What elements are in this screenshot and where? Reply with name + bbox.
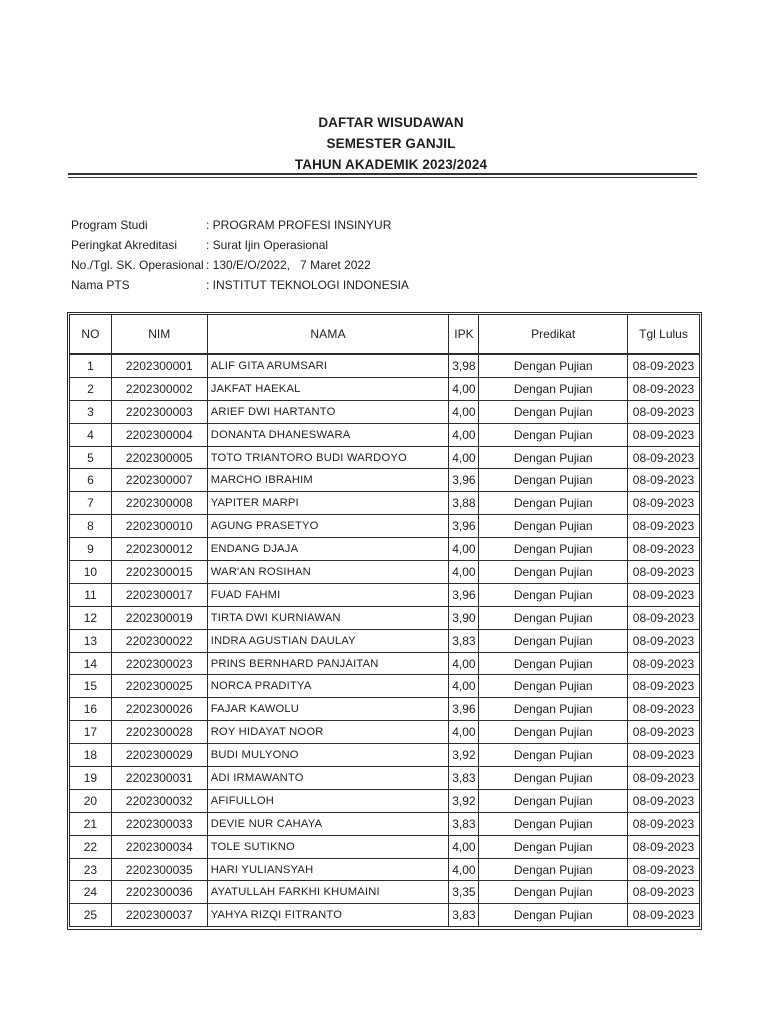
table-row	[70, 446, 700, 469]
cell-predikat: Dengan Pujian	[479, 538, 628, 561]
cell-tgl-lulus: 08-09-2023	[628, 675, 700, 698]
cell-ipk: 3,96	[449, 698, 479, 721]
title-rule-bottom	[68, 177, 697, 178]
cell-nama: PRINS BERNHARD PANJAITAN	[207, 652, 449, 675]
cell-no: 13	[70, 629, 112, 652]
cell-nama: AYATULLAH FARKHI KHUMAINI	[207, 881, 449, 904]
table-row	[70, 629, 700, 652]
info-row-akreditasi	[71, 235, 409, 255]
cell-nama: WAR'AN ROSIHAN	[207, 561, 449, 584]
cell-ipk: 3,96	[449, 469, 479, 492]
cell-tgl-lulus: 08-09-2023	[628, 354, 700, 377]
cell-no: 23	[70, 858, 112, 881]
cell-ipk: 3,83	[449, 629, 479, 652]
cell-ipk: 4,00	[449, 446, 479, 469]
cell-predikat: Dengan Pujian	[479, 721, 628, 744]
cell-nim: 2202300032	[111, 789, 207, 812]
cell-ipk: 4,00	[449, 377, 479, 400]
cell-ipk: 4,00	[449, 561, 479, 584]
table-row	[70, 354, 700, 377]
cell-nim: 2202300022	[111, 629, 207, 652]
cell-ipk: 3,35	[449, 881, 479, 904]
cell-ipk: 4,00	[449, 538, 479, 561]
cell-predikat: Dengan Pujian	[479, 492, 628, 515]
info-row-program-studi	[71, 215, 409, 235]
info-value: : Surat Ijin Operasional	[206, 238, 329, 252]
cell-nama: ALIF GITA ARUMSARI	[207, 354, 449, 377]
cell-no: 1	[70, 354, 112, 377]
cell-no: 19	[70, 767, 112, 790]
cell-predikat: Dengan Pujian	[479, 835, 628, 858]
title-rule-top	[68, 173, 697, 175]
cell-ipk: 3,90	[449, 606, 479, 629]
cell-no: 9	[70, 538, 112, 561]
cell-tgl-lulus: 08-09-2023	[628, 377, 700, 400]
title-line-1: DAFTAR WISUDAWAN	[318, 115, 464, 130]
cell-nim: 2202300028	[111, 721, 207, 744]
table-body	[70, 354, 700, 927]
cell-tgl-lulus: 08-09-2023	[628, 606, 700, 629]
cell-tgl-lulus: 08-09-2023	[628, 698, 700, 721]
table-row	[70, 835, 700, 858]
table-row	[70, 515, 700, 538]
table-row	[70, 538, 700, 561]
cell-nim: 2202300017	[111, 583, 207, 606]
cell-predikat: Dengan Pujian	[479, 400, 628, 423]
cell-nim: 2202300034	[111, 835, 207, 858]
cell-predikat: Dengan Pujian	[479, 377, 628, 400]
table-row	[70, 675, 700, 698]
cell-nama: FAJAR KAWOLU	[207, 698, 449, 721]
cell-nim: 2202300012	[111, 538, 207, 561]
table-row	[70, 377, 700, 400]
cell-nama: DONANTA DHANESWARA	[207, 423, 449, 446]
graduates-table	[69, 314, 700, 927]
info-row-nama-pts	[71, 275, 409, 295]
info-label: Peringkat Akreditasi	[71, 238, 178, 252]
cell-nim: 2202300031	[111, 767, 207, 790]
table-row	[70, 400, 700, 423]
cell-no: 5	[70, 446, 112, 469]
info-label: Program Studi	[71, 218, 148, 232]
document-title	[0, 112, 768, 175]
cell-no: 25	[70, 904, 112, 927]
table-row	[70, 561, 700, 584]
title-line-2: SEMESTER GANJIL	[326, 136, 456, 151]
cell-no: 11	[70, 583, 112, 606]
cell-predikat: Dengan Pujian	[479, 446, 628, 469]
cell-no: 15	[70, 675, 112, 698]
cell-predikat: Dengan Pujian	[479, 858, 628, 881]
table-row	[70, 812, 700, 835]
cell-no: 2	[70, 377, 112, 400]
cell-nama: TOTO TRIANTORO BUDI WARDOYO	[207, 446, 449, 469]
table-row	[70, 721, 700, 744]
table-row	[70, 881, 700, 904]
cell-predikat: Dengan Pujian	[479, 744, 628, 767]
cell-tgl-lulus: 08-09-2023	[628, 515, 700, 538]
cell-no: 8	[70, 515, 112, 538]
column-header-nim: NIM	[111, 315, 207, 355]
cell-tgl-lulus: 08-09-2023	[628, 446, 700, 469]
cell-ipk: 4,00	[449, 721, 479, 744]
cell-no: 17	[70, 721, 112, 744]
cell-nama: YAPITER MARPI	[207, 492, 449, 515]
cell-predikat: Dengan Pujian	[479, 629, 628, 652]
cell-ipk: 3,83	[449, 904, 479, 927]
table-row	[70, 904, 700, 927]
table-row	[70, 858, 700, 881]
cell-nim: 2202300001	[111, 354, 207, 377]
cell-predikat: Dengan Pujian	[479, 469, 628, 492]
cell-nama: YAHYA RIZQI FITRANTO	[207, 904, 449, 927]
cell-ipk: 4,00	[449, 858, 479, 881]
cell-predikat: Dengan Pujian	[479, 652, 628, 675]
cell-tgl-lulus: 08-09-2023	[628, 400, 700, 423]
cell-ipk: 3,96	[449, 583, 479, 606]
info-row-sk-operasional	[71, 255, 409, 275]
cell-tgl-lulus: 08-09-2023	[628, 583, 700, 606]
cell-tgl-lulus: 08-09-2023	[628, 629, 700, 652]
cell-nama: ENDANG DJAJA	[207, 538, 449, 561]
cell-nim: 2202300005	[111, 446, 207, 469]
cell-no: 22	[70, 835, 112, 858]
table-header-row	[70, 315, 700, 355]
program-info	[71, 215, 409, 295]
cell-tgl-lulus: 08-09-2023	[628, 812, 700, 835]
cell-no: 3	[70, 400, 112, 423]
info-value: : PROGRAM PROFESI INSINYUR	[206, 218, 392, 232]
cell-no: 16	[70, 698, 112, 721]
cell-nim: 2202300002	[111, 377, 207, 400]
cell-nim: 2202300008	[111, 492, 207, 515]
cell-nama: TIRTA DWI KURNIAWAN	[207, 606, 449, 629]
cell-predikat: Dengan Pujian	[479, 606, 628, 629]
cell-no: 14	[70, 652, 112, 675]
table-row	[70, 423, 700, 446]
cell-no: 12	[70, 606, 112, 629]
cell-no: 21	[70, 812, 112, 835]
cell-no: 24	[70, 881, 112, 904]
cell-nama: INDRA AGUSTIAN DAULAY	[207, 629, 449, 652]
cell-nama: AGUNG PRASETYO	[207, 515, 449, 538]
table-row	[70, 652, 700, 675]
cell-predikat: Dengan Pujian	[479, 423, 628, 446]
cell-predikat: Dengan Pujian	[479, 789, 628, 812]
cell-nim: 2202300029	[111, 744, 207, 767]
column-header-nama: NAMA	[207, 315, 449, 355]
cell-nim: 2202300035	[111, 858, 207, 881]
column-header-predikat: Predikat	[479, 315, 628, 355]
cell-tgl-lulus: 08-09-2023	[628, 423, 700, 446]
cell-predikat: Dengan Pujian	[479, 881, 628, 904]
cell-nama: ADI IRMAWANTO	[207, 767, 449, 790]
cell-tgl-lulus: 08-09-2023	[628, 904, 700, 927]
table-row	[70, 789, 700, 812]
table-row	[70, 583, 700, 606]
cell-nim: 2202300015	[111, 561, 207, 584]
cell-ipk: 4,00	[449, 652, 479, 675]
table-row	[70, 698, 700, 721]
cell-ipk: 3,92	[449, 744, 479, 767]
table-row	[70, 767, 700, 790]
cell-predikat: Dengan Pujian	[479, 354, 628, 377]
cell-nama: AFIFULLOH	[207, 789, 449, 812]
cell-nama: BUDI MULYONO	[207, 744, 449, 767]
column-header-ipk: IPK	[449, 315, 479, 355]
table-row	[70, 744, 700, 767]
cell-tgl-lulus: 08-09-2023	[628, 881, 700, 904]
cell-predikat: Dengan Pujian	[479, 767, 628, 790]
cell-tgl-lulus: 08-09-2023	[628, 767, 700, 790]
cell-tgl-lulus: 08-09-2023	[628, 789, 700, 812]
cell-nama: JAKFAT HAEKAL	[207, 377, 449, 400]
cell-nim: 2202300007	[111, 469, 207, 492]
column-header-no: NO	[70, 315, 112, 355]
cell-nim: 2202300004	[111, 423, 207, 446]
cell-nim: 2202300023	[111, 652, 207, 675]
cell-predikat: Dengan Pujian	[479, 698, 628, 721]
cell-nim: 2202300010	[111, 515, 207, 538]
cell-tgl-lulus: 08-09-2023	[628, 858, 700, 881]
cell-tgl-lulus: 08-09-2023	[628, 835, 700, 858]
cell-no: 20	[70, 789, 112, 812]
cell-nim: 2202300036	[111, 881, 207, 904]
cell-ipk: 3,83	[449, 812, 479, 835]
cell-nama: ARIEF DWI HARTANTO	[207, 400, 449, 423]
cell-tgl-lulus: 08-09-2023	[628, 492, 700, 515]
cell-predikat: Dengan Pujian	[479, 561, 628, 584]
cell-ipk: 4,00	[449, 835, 479, 858]
cell-ipk: 3,96	[449, 515, 479, 538]
cell-no: 18	[70, 744, 112, 767]
cell-nim: 2202300019	[111, 606, 207, 629]
cell-ipk: 4,00	[449, 675, 479, 698]
cell-nama: DEVIE NUR CAHAYA	[207, 812, 449, 835]
cell-nim: 2202300033	[111, 812, 207, 835]
cell-nim: 2202300037	[111, 904, 207, 927]
cell-ipk: 4,00	[449, 400, 479, 423]
cell-tgl-lulus: 08-09-2023	[628, 744, 700, 767]
info-value: : 130/E/O/2022, 7 Maret 2022	[206, 258, 371, 272]
cell-predikat: Dengan Pujian	[479, 515, 628, 538]
cell-predikat: Dengan Pujian	[479, 675, 628, 698]
cell-nim: 2202300003	[111, 400, 207, 423]
cell-no: 6	[70, 469, 112, 492]
cell-nim: 2202300026	[111, 698, 207, 721]
cell-no: 10	[70, 561, 112, 584]
cell-ipk: 3,83	[449, 767, 479, 790]
cell-nama: HARI YULIANSYAH	[207, 858, 449, 881]
cell-ipk: 3,88	[449, 492, 479, 515]
cell-nim: 2202300025	[111, 675, 207, 698]
info-label: Nama PTS	[71, 278, 130, 292]
table-row	[70, 469, 700, 492]
cell-nama: ROY HIDAYAT NOOR	[207, 721, 449, 744]
cell-tgl-lulus: 08-09-2023	[628, 721, 700, 744]
cell-predikat: Dengan Pujian	[479, 583, 628, 606]
cell-predikat: Dengan Pujian	[479, 812, 628, 835]
table-row	[70, 606, 700, 629]
info-label: No./Tgl. SK. Operasional	[71, 258, 204, 272]
cell-nama: FUAD FAHMI	[207, 583, 449, 606]
cell-tgl-lulus: 08-09-2023	[628, 652, 700, 675]
cell-nama: TOLE SUTIKNO	[207, 835, 449, 858]
cell-ipk: 4,00	[449, 423, 479, 446]
cell-tgl-lulus: 08-09-2023	[628, 538, 700, 561]
info-value: : INSTITUT TEKNOLOGI INDONESIA	[206, 278, 409, 292]
column-header-tgl-lulus: Tgl Lulus	[628, 315, 700, 355]
cell-ipk: 3,92	[449, 789, 479, 812]
cell-no: 4	[70, 423, 112, 446]
cell-tgl-lulus: 08-09-2023	[628, 561, 700, 584]
title-line-3: TAHUN AKADEMIK 2023/2024	[294, 157, 488, 172]
cell-nama: NORCA PRADITYA	[207, 675, 449, 698]
table-row	[70, 492, 700, 515]
cell-no: 7	[70, 492, 112, 515]
cell-tgl-lulus: 08-09-2023	[628, 469, 700, 492]
cell-predikat: Dengan Pujian	[479, 904, 628, 927]
cell-nama: MARCHO IBRAHIM	[207, 469, 449, 492]
cell-ipk: 3,98	[449, 354, 479, 377]
